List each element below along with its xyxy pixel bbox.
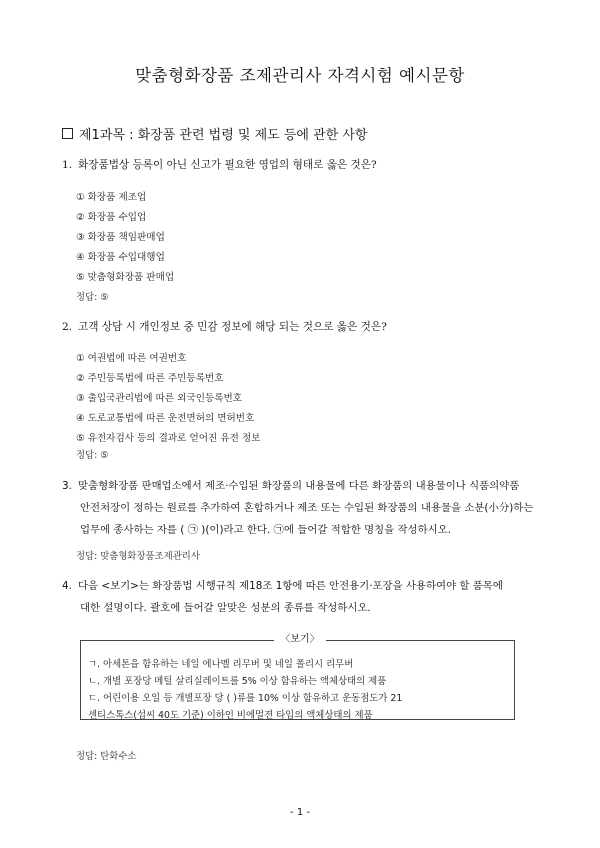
question-number: 2. — [62, 321, 73, 333]
question-text: 고객 상담 시 개인정보 중 민감 정보에 해당 되는 것으로 옳은 것은? — [78, 321, 387, 333]
option: ⑤ 유전자검사 등의 결과로 얻어진 유전 정보 — [76, 433, 261, 444]
example-line: ㄴ. 개별 포장당 메틸 살리실레이트를 5% 이상 함유하는 액체상태의 제품 — [88, 676, 387, 687]
page-number: - 1 - — [290, 807, 310, 818]
example-box-label-text: 〈보기〉 — [274, 634, 325, 645]
page-title: 맞춤형화장품 조제관리사 자격시험 예시문항 — [135, 66, 465, 85]
answer: 정답: 탄화수소 — [76, 751, 137, 762]
option: ③ 출입국관리법에 따른 외국인등록번호 — [76, 393, 243, 404]
question-text-line: 안전처장이 정하는 원료를 추가하여 혼합하거나 제조 또는 수입된 화장품의 내용물을 소분(小分)하는 — [80, 502, 534, 514]
example-line: ㄱ. 아세톤을 함유하는 네일 에나멜 리무버 및 네일 폴리시 리무버 — [88, 659, 354, 670]
option: ③ 화장품 책임판매업 — [76, 232, 165, 243]
example-line: 센티스톡스(섭씨 40도 기준) 이하인 비에멀젼 타입의 액체상태의 제품 — [88, 710, 373, 721]
option: ② 화장품 수입업 — [76, 212, 147, 223]
section-heading — [62, 124, 367, 143]
question-text-line: 업무에 종사하는 자를 ( ㉠ )(이)라고 한다. ㉠에 들어갈 적합한 명칭을 작성하시오. — [80, 524, 452, 536]
answer: 정답: ⑤ — [76, 292, 109, 303]
question-2-options — [76, 349, 260, 449]
question-number: 3. — [62, 480, 72, 492]
answer: 정답: 맞춤형화장품조제관리사 — [76, 551, 200, 562]
question-2 — [62, 316, 562, 338]
answer: 정답: ⑤ — [76, 450, 109, 461]
checkbox-square-icon — [62, 128, 73, 139]
question-4 — [62, 575, 562, 597]
option: ① 여권법에 따른 여권번호 — [76, 353, 187, 364]
question-text: 화장품법상 등록이 아닌 신고가 필요한 영업의 형태로 옳은 것은? — [78, 159, 377, 171]
question-3 — [62, 475, 562, 497]
option: ④ 도로교통법에 따른 운전면허의 면허번호 — [76, 413, 255, 424]
option: ① 화장품 제조업 — [76, 192, 147, 203]
question-text-line: 대한 설명이다. 괄호에 들어갈 알맞은 성분의 종류를 작성하시오. — [80, 602, 371, 614]
option: ② 주민등록법에 따른 주민등록번호 — [76, 373, 224, 384]
question-number: 1. — [62, 159, 73, 171]
question-number: 4. — [62, 580, 72, 592]
option: ④ 화장품 수입대행업 — [76, 252, 165, 263]
option: ⑤ 맞춤형화장품 판매업 — [76, 272, 175, 283]
question-1 — [62, 154, 562, 176]
question-text-line: 다음 <보기>는 화장품법 시행규칙 제18조 1항에 따른 안전용기·포장을 사용하여야 할 품목에 — [78, 580, 503, 592]
question-1-options — [76, 188, 174, 288]
question-text-line: 맞춤형화장품 판매업소에서 제조·수입된 화장품의 내용물에 다른 화장품의 내용물이나 식품의약품 — [78, 480, 520, 492]
example-box-label — [0, 630, 600, 645]
example-line: ㄷ. 어린이용 오일 등 개별포장 당 ( )류를 10% 이상 함유하고 운동점도가 21 — [88, 693, 403, 704]
section-heading-text: 제1과목 : 화장품 관련 법령 및 제도 등에 관한 사항 — [79, 128, 368, 143]
